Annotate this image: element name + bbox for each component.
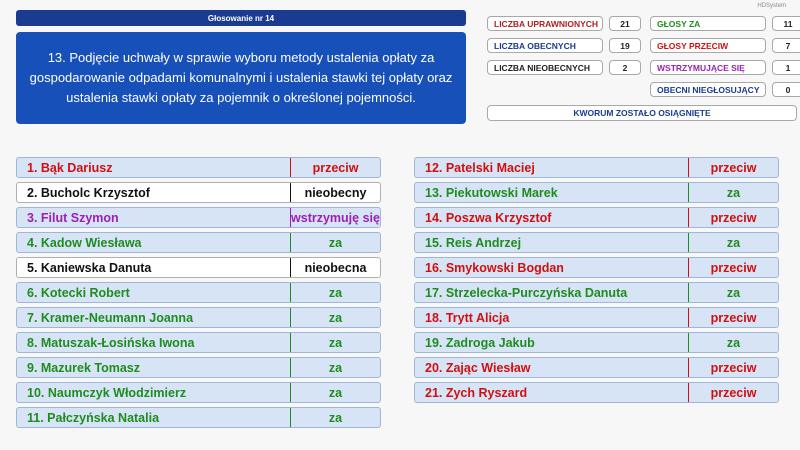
member-name: 9. Mazurek Tomasz [27, 360, 141, 375]
stat-row-abstain [650, 60, 800, 75]
member-vote: przeciw [688, 208, 778, 227]
stat-entitled-value: 21 [609, 16, 641, 31]
member-vote: za [290, 308, 380, 327]
member-name: 13. Piekutowski Marek [425, 185, 558, 200]
member-name: 4. Kadow Wiesława [27, 235, 142, 250]
member-row [414, 207, 779, 228]
member-name: 14. Poszwa Krzysztof [425, 210, 552, 225]
member-row [16, 232, 381, 253]
member-row [16, 332, 381, 353]
member-vote: wstrzymuję się [290, 208, 380, 227]
stat-row-entitled [487, 16, 641, 31]
member-row [16, 357, 381, 378]
stat-present-value: 19 [609, 38, 641, 53]
member-vote: za [290, 358, 380, 377]
member-name: 11. Pałczyńska Natalia [27, 410, 160, 425]
member-vote: przeciw [688, 258, 778, 277]
motion-text: 13. Podjęcie uchwały w sprawie wyboru metody ustalenia opłaty za gospodarowanie odpadami komunalnymi i ustalenia stawki tej opłaty oraz ustalenia stawki opłaty za pojemnik o określonej pojemności. [16, 32, 466, 124]
member-vote: za [290, 283, 380, 302]
member-name: 16. Smykowski Bogdan [425, 260, 564, 275]
member-name: 15. Reis Andrzej [425, 235, 522, 250]
member-row [16, 207, 381, 228]
stat-absent-label: LICZBA NIEOBECNYCH [487, 60, 603, 75]
member-name: 18. Trytt Alicja [425, 310, 510, 325]
stat-against-label: GŁOSY PRZECIW [650, 38, 766, 53]
member-name: 1. Bąk Dariusz [27, 160, 113, 175]
member-name: 8. Matuszak-Łosińska Iwona [27, 335, 195, 350]
stat-row-against [650, 38, 800, 53]
member-name: 21. Zych Ryszard [425, 385, 528, 400]
member-name: 2. Bucholc Krzysztof [27, 185, 150, 200]
member-list-left [16, 157, 381, 432]
member-name: 5. Kaniewska Danuta [27, 260, 152, 275]
member-vote: nieobecny [290, 183, 380, 202]
stat-for-label: GŁOSY ZA [650, 16, 766, 31]
member-vote: przeciw [688, 358, 778, 377]
member-list-right [414, 157, 779, 407]
stat-abstain-value: 1 [772, 60, 800, 75]
member-name: 7. Kramer-Neumann Joanna [27, 310, 194, 325]
stat-row-for [650, 16, 800, 31]
member-row [414, 182, 779, 203]
stat-row-absent [487, 60, 641, 75]
member-vote: za [290, 333, 380, 352]
member-vote: za [290, 383, 380, 402]
member-name: 19. Zadroga Jakub [425, 335, 535, 350]
stat-row-not-voting [650, 82, 800, 97]
member-vote: za [290, 408, 380, 427]
member-row [414, 232, 779, 253]
member-name: 3. Filut Szymon [27, 210, 119, 225]
member-vote: za [688, 283, 778, 302]
member-vote: przeciw [688, 308, 778, 327]
stat-for-value: 11 [772, 16, 800, 31]
member-row [16, 407, 381, 428]
member-vote: nieobecna [290, 258, 380, 277]
member-vote: przeciw [688, 158, 778, 177]
member-vote: przeciw [290, 158, 380, 177]
member-row [414, 307, 779, 328]
stat-absent-value: 2 [609, 60, 641, 75]
member-row [414, 332, 779, 353]
brand-label: HDSystem [757, 3, 786, 9]
member-vote: za [290, 233, 380, 252]
member-name: 12. Patelski Maciej [425, 160, 535, 175]
member-vote: za [688, 183, 778, 202]
member-name: 17. Strzelecka-Purczyńska Danuta [425, 285, 628, 300]
stat-present-label: LICZBA OBECNYCH [487, 38, 603, 53]
member-row [414, 282, 779, 303]
member-row [16, 307, 381, 328]
member-row [414, 257, 779, 278]
quorum-status: KWORUM ZOSTAŁO OSIĄGNIĘTE [487, 105, 797, 121]
stat-against-value: 7 [772, 38, 800, 53]
member-row [16, 182, 381, 203]
stat-entitled-label: LICZBA UPRAWNIONYCH [487, 16, 603, 31]
member-name: 20. Zając Wiesław [425, 360, 531, 375]
member-name: 6. Kotecki Robert [27, 285, 130, 300]
member-row [16, 257, 381, 278]
member-vote: za [688, 333, 778, 352]
member-row [414, 382, 779, 403]
member-vote: przeciw [688, 383, 778, 402]
stat-row-present [487, 38, 641, 53]
member-vote: za [688, 233, 778, 252]
member-row [16, 382, 381, 403]
member-row [414, 357, 779, 378]
member-name: 10. Naumczyk Włodzimierz [27, 385, 187, 400]
stat-not-voting-label: OBECNI NIEGŁOSUJĄCY [650, 82, 766, 97]
vote-number-header: Głosowanie nr 14 [16, 10, 466, 26]
member-row [16, 157, 381, 178]
member-row [16, 282, 381, 303]
stat-abstain-label: WSTRZYMUJĄCE SIĘ [650, 60, 766, 75]
member-row [414, 157, 779, 178]
stat-not-voting-value: 0 [772, 82, 800, 97]
